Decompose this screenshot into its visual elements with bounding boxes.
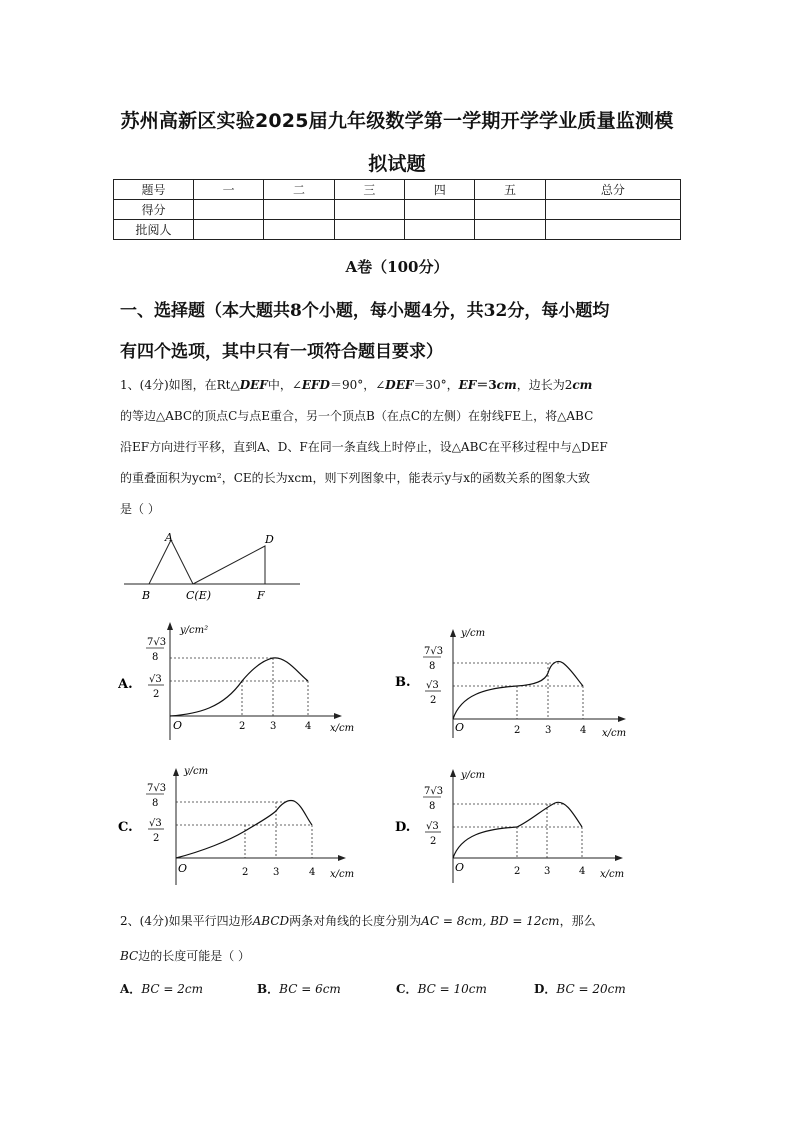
exam-title-line1: 苏州高新区实验2025届九年级数学第一学期开学学业质量监测模 — [120, 110, 674, 132]
label-ce: C(E) — [186, 589, 212, 602]
grader-cell[interactable] — [545, 220, 680, 240]
x-arrow — [338, 855, 346, 861]
tick-top-num: 7√3 — [424, 786, 444, 797]
q2-option-d[interactable]: D．BC = 20cm — [534, 982, 626, 996]
tick-top-den: 8 — [429, 661, 436, 672]
triangle-def — [193, 546, 265, 584]
section-heading-line1: 一、选择题（本大题共8个小题，每小题4分，共32分，每小题均 — [120, 301, 610, 321]
x-tick: 2 — [514, 866, 521, 877]
tick-mid-den: 2 — [153, 689, 160, 700]
q2-option-b[interactable]: B．BC = 6cm — [257, 982, 341, 996]
y-axis-label: y/cm — [461, 770, 486, 781]
x-arrow — [618, 716, 626, 722]
tick-mid-num: √3 — [426, 680, 439, 691]
exam-title-line2: 拟试题 — [368, 153, 426, 175]
x-axis-label: x/cm — [602, 728, 627, 739]
label-a: A — [165, 531, 173, 544]
graph-option-d — [395, 765, 645, 890]
q1-line4: 的重叠面积为ycm²，CE的长为xcm，则下列图象中，能表示y与x的函数关系的图象大致 — [120, 471, 591, 485]
score-table-header-row — [114, 180, 681, 200]
x-tick: 3 — [544, 866, 551, 877]
grader-cell[interactable] — [334, 220, 404, 240]
x-tick: 4 — [580, 725, 587, 736]
y-axis-label: y/cm — [184, 766, 209, 777]
header-cell: 总分 — [545, 180, 680, 200]
x-arrow — [334, 713, 342, 719]
score-cell[interactable] — [334, 200, 404, 220]
q1-line1: 1、(4分)如图，在Rt△DEF中，∠EFD＝90°，∠DEF＝30°，EF＝3cm，边长为2cm — [120, 378, 593, 392]
score-row — [114, 200, 681, 220]
score-cell[interactable] — [545, 200, 680, 220]
tick-top-num: 7√3 — [424, 646, 444, 657]
tick-mid-num: √3 — [149, 818, 162, 829]
q1-line3: 沿EF方向进行平移，直到A、D、F在同一条直线上时停止，设△ABC在平移过程中与△DEF — [120, 440, 608, 454]
label-f: F — [257, 589, 265, 602]
grader-cell[interactable] — [194, 220, 264, 240]
x-axis-label: x/cm — [330, 723, 355, 734]
option-label: B. — [395, 675, 411, 690]
x-tick: 4 — [579, 866, 586, 877]
header-cell: 三 — [334, 180, 404, 200]
option-label: D. — [395, 820, 411, 835]
q2-line1: 2、(4分)如果平行四边形ABCD两条对角线的长度分别为AC = 8cm, BD = 12cm，那么 — [120, 914, 596, 928]
q1-line2: 的等边△ABC的顶点C与点E重合，另一个顶点B（在点C的左侧）在射线FE上，将△ABC — [120, 409, 594, 423]
x-tick: 4 — [305, 721, 312, 732]
x-tick: 2 — [514, 725, 521, 736]
tick-mid-num: √3 — [149, 674, 162, 685]
x-axis-label: x/cm — [330, 869, 355, 880]
q1-line5: 是（ ） — [120, 502, 160, 516]
q2-option-c[interactable]: C．BC = 10cm — [396, 982, 487, 996]
section-heading-line2: 有四个选项，其中只有一项符合题目要求） — [120, 342, 443, 362]
header-cell: 四 — [405, 180, 475, 200]
origin-label: O — [173, 719, 183, 732]
triangle-figure — [120, 528, 305, 604]
volume-label: A卷（100分） — [345, 258, 449, 276]
tick-mid-den: 2 — [430, 836, 437, 847]
score-table — [113, 179, 681, 240]
x-tick: 3 — [273, 867, 280, 878]
curve — [453, 661, 583, 719]
tick-mid-num: √3 — [426, 821, 439, 832]
x-tick: 2 — [239, 721, 246, 732]
score-cell[interactable] — [405, 200, 475, 220]
tick-mid-den: 2 — [153, 833, 160, 844]
score-cell[interactable] — [264, 200, 334, 220]
option-label: A. — [118, 677, 133, 692]
x-axis-label: x/cm — [600, 869, 625, 880]
label-d: D — [265, 533, 274, 546]
score-cell[interactable] — [194, 200, 264, 220]
row-label: 批阅人 — [114, 220, 194, 240]
tick-top-num: 7√3 — [147, 637, 167, 648]
grader-cell[interactable] — [405, 220, 475, 240]
tick-top-den: 8 — [152, 798, 159, 809]
label-b: B — [142, 589, 151, 602]
header-cell: 一 — [194, 180, 264, 200]
header-cell: 五 — [475, 180, 545, 200]
tick-top-den: 8 — [152, 652, 159, 663]
origin-label: O — [455, 861, 465, 874]
q2-option-a[interactable]: A．BC = 2cm — [120, 982, 203, 996]
origin-label: O — [178, 862, 188, 875]
grader-row — [114, 220, 681, 240]
origin-label: O — [455, 721, 465, 734]
x-tick: 4 — [309, 867, 316, 878]
curve — [453, 802, 582, 858]
y-arrow — [173, 768, 179, 776]
triangle-abc — [149, 540, 193, 584]
x-tick: 3 — [545, 725, 552, 736]
curve — [176, 800, 312, 858]
header-cell: 二 — [264, 180, 334, 200]
grader-cell[interactable] — [264, 220, 334, 240]
tick-top-num: 7√3 — [147, 783, 167, 794]
option-label: C. — [118, 820, 133, 835]
grader-cell[interactable] — [475, 220, 545, 240]
y-arrow — [450, 629, 456, 637]
row-label: 得分 — [114, 200, 194, 220]
x-tick: 2 — [242, 867, 249, 878]
score-cell[interactable] — [475, 200, 545, 220]
graph-option-a — [118, 618, 368, 743]
header-cell: 题号 — [114, 180, 194, 200]
graph-option-c — [118, 763, 368, 888]
y-arrow — [450, 769, 456, 777]
tick-top-den: 8 — [429, 801, 436, 812]
graph-option-b — [395, 623, 645, 748]
q2-line2: BC边的长度可能是（ ） — [120, 949, 251, 963]
x-tick: 3 — [270, 721, 277, 732]
y-arrow — [167, 622, 173, 630]
x-arrow — [615, 855, 623, 861]
tick-mid-den: 2 — [430, 695, 437, 706]
curve — [170, 658, 308, 716]
y-axis-label: y/cm² — [180, 625, 209, 636]
y-axis-label: y/cm — [461, 628, 486, 639]
